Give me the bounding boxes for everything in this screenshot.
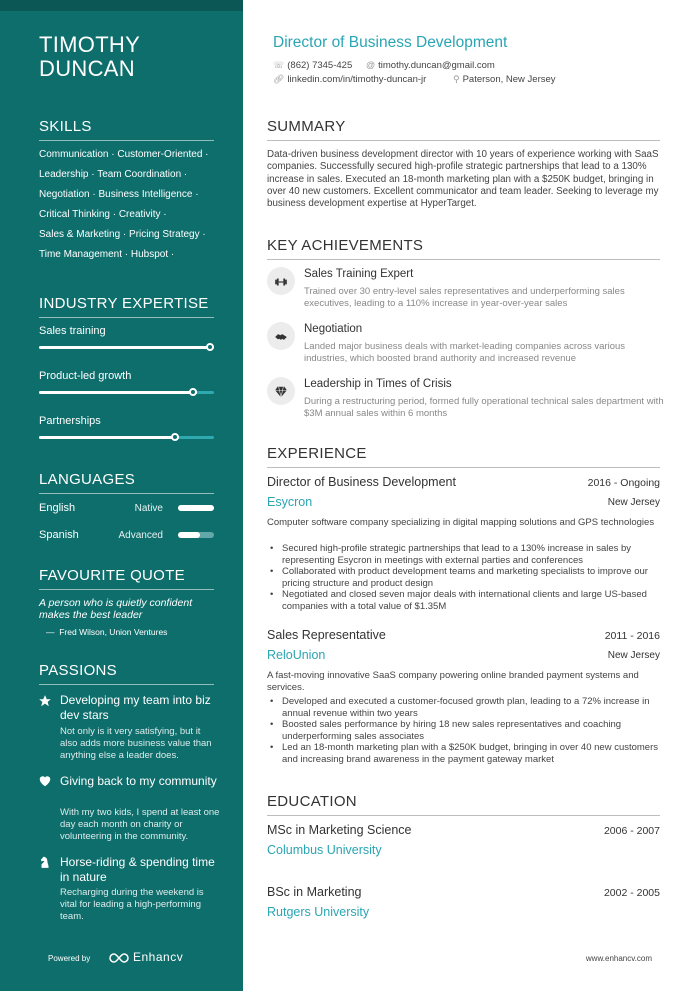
experience-divider: [267, 467, 660, 468]
job-company: Esycron: [267, 495, 313, 509]
achievement-text: During a restructuring period, formed fully operational technical sales department with $3M annual sales within 6 months: [304, 396, 664, 419]
expertise-bar-fill: [39, 346, 214, 349]
languages-title: LANGUAGES: [39, 471, 136, 488]
education-school: Columbus University: [267, 843, 382, 857]
skills-row: Communication · Customer-Oriented ·: [39, 149, 209, 160]
language-bar-fill: [178, 505, 214, 511]
achievement-title: Leadership in Times of Crisis: [304, 378, 452, 390]
passion-text: With my two kids, I spend at least one day each month on charity or volunteering in the community.: [60, 807, 220, 842]
job-role: Director of Business Development: [267, 475, 456, 489]
passion-text: Not only is it very satisfying, but it also adds more business value than anything else a leader does.: [60, 726, 212, 761]
job-location: New Jersey: [607, 497, 660, 508]
expertise-title: INDUSTRY EXPERTISE: [39, 295, 209, 312]
language-level: Advanced: [118, 530, 163, 541]
expertise-label: Product-led growth: [39, 370, 132, 382]
expertise-divider: [39, 317, 214, 318]
dumbbell-icon: [267, 267, 295, 295]
language-level: Native: [134, 503, 163, 514]
quote-divider: [39, 589, 214, 590]
languages-divider: [39, 493, 214, 494]
passion-title: Horse-riding & spending time in nature: [60, 855, 215, 884]
education-divider: [267, 815, 660, 816]
quote-text: A person who is quietly confident makes the best leader: [39, 597, 193, 621]
education-degree: MSc in Marketing Science: [267, 823, 412, 837]
job-description: A fast-moving innovative SaaS company powering online branded payment systems and services.: [267, 670, 639, 693]
infinity-icon: [108, 952, 130, 964]
heart-icon: [38, 774, 52, 788]
education-title: EDUCATION: [267, 793, 357, 810]
list-item: • Boosted sales performance by hiring 18 new sales representatives and coaching underperforming sales associates: [270, 719, 662, 742]
education-dates: 2006 - 2007: [603, 825, 660, 837]
summary-divider: [267, 140, 660, 141]
list-item: • Developed and executed a customer-focused growth plan, leading to a 72% increase in annual revenue within two years: [270, 696, 662, 719]
achievement-text: Trained over 30 entry-level sales representatives and underperforming sales executives, leading to a 110% increase in year-over-year sales: [304, 286, 625, 309]
job-role: Sales Representative: [267, 628, 386, 642]
list-item: • Led an 18-month marketing plan with a $250K budget, bringing in over 40 new customers and increasing brand awareness in the payment gateway market: [270, 742, 662, 765]
achievement-title: Sales Training Expert: [304, 268, 414, 280]
passion-title: Developing my team into biz dev stars: [60, 693, 211, 722]
achievement-text: Landed major business deals with market-leading companies across various industries, which boosted brand authority and increased revenue: [304, 341, 626, 364]
powered-by-label: Powered by: [48, 954, 91, 963]
handshake-icon: [267, 322, 295, 350]
education-school: Rutgers University: [267, 905, 370, 919]
job-location: New Jersey: [607, 650, 660, 661]
job-dates: 2011 - 2016: [604, 630, 660, 642]
passions-title: PASSIONS: [39, 662, 117, 679]
expertise-bar-knob: [171, 433, 179, 441]
skills-title: SKILLS: [39, 118, 92, 135]
skills-list: [39, 149, 229, 269]
phone-icon: ☏: [273, 60, 285, 70]
job-description: Computer software company specializing in digital mapping solutions and GPS technologies: [267, 517, 655, 528]
expertise-bar-knob: [206, 343, 214, 351]
education-degree: BSc in Marketing: [267, 885, 362, 899]
language-bar-fill: [178, 532, 200, 538]
location-contact: ⚲ Paterson, New Jersey: [453, 74, 556, 85]
star-icon: [38, 694, 52, 708]
job-bullets: [270, 543, 662, 612]
link-icon: 🔗︎: [273, 74, 285, 84]
sidebar: [0, 0, 243, 991]
chess-knight-icon: [38, 855, 52, 869]
summary-text: Data-driven business development director with 10 years of experience working with SaaS companies. Successfully secured high-profile strategic partnerships that lead to a 130% increase in sales. Executed an 18-month marketing plan with a $250K budget, bringing in over 40 new customers. Excellent communicator and team leader. Seeking to leverage my business development expertise at HyperTarget.: [267, 149, 659, 210]
website-link[interactable]: www.enhancv.com: [585, 954, 652, 963]
job-dates: 2016 - Ongoing: [587, 477, 660, 489]
quote-author: — Fred Wilson, Union Ventures: [46, 627, 168, 637]
job-bullets: [270, 696, 662, 765]
language-bar: [178, 532, 214, 538]
skills-row: Sales & Marketing · Pricing Strategy ·: [39, 229, 206, 240]
list-item: • Collaborated with product development teams and marketing specialists to improve our pricing structure and product design: [270, 566, 662, 589]
job-title: Director of Business Development: [273, 34, 508, 51]
passion-title: Giving back to my community: [60, 774, 217, 788]
brand-logo[interactable]: Enhancv: [108, 950, 183, 964]
achievements-divider: [267, 259, 660, 260]
expertise-bar: [39, 391, 214, 394]
sidebar-top-strip: [0, 0, 243, 11]
expertise-bar: [39, 346, 214, 349]
achievement-title: Negotiation: [304, 323, 363, 335]
skills-row: Leadership · Team Coordination ·: [39, 169, 188, 180]
expertise-bar-knob: [189, 388, 197, 396]
skills-divider: [39, 140, 214, 141]
achievements-title: KEY ACHIEVEMENTS: [267, 237, 424, 254]
expertise-label: Sales training: [39, 325, 106, 337]
location-pin-icon: ⚲: [453, 74, 460, 84]
list-item: • Secured high-profile strategic partnerships that lead to a 130% increase in sales by representing Esycron in meetings with external parties and conferences: [270, 543, 662, 566]
education-dates: 2002 - 2005: [603, 887, 660, 899]
skills-row: Critical Thinking · Creativity ·: [39, 209, 167, 220]
language-bar: [178, 505, 214, 511]
candidate-name: TIMOTHY DUNCAN: [39, 32, 141, 81]
skills-row: Time Management · Hubspot ·: [39, 249, 175, 260]
passions-divider: [39, 684, 214, 685]
language-name: Spanish: [39, 529, 79, 541]
experience-title: EXPERIENCE: [267, 445, 367, 462]
skills-row: Negotiation · Business Intelligence ·: [39, 189, 199, 200]
linkedin-contact[interactable]: 🔗︎ linkedin.com/in/timothy-duncan-jr: [273, 74, 427, 85]
summary-title: SUMMARY: [267, 118, 346, 135]
quote-title: FAVOURITE QUOTE: [39, 567, 185, 584]
email-contact[interactable]: @ timothy.duncan@gmail.com: [366, 60, 495, 71]
expertise-label: Partnerships: [39, 415, 101, 427]
phone-contact[interactable]: ☏ (862) 7345-425: [273, 60, 353, 71]
job-company: ReloUnion: [267, 648, 326, 662]
language-name: English: [39, 502, 76, 514]
expertise-bar-fill: [39, 391, 197, 394]
passion-text: Recharging during the weekend is vital for leading a high-performing team.: [60, 887, 204, 922]
diamond-icon: [267, 377, 295, 405]
expertise-bar: [39, 436, 214, 439]
at-icon: @: [366, 60, 376, 70]
list-item: • Negotiated and closed seven major deals with international clients and large US-based companies with a total value of $1.35M: [270, 589, 662, 612]
expertise-bar-fill: [39, 436, 179, 439]
